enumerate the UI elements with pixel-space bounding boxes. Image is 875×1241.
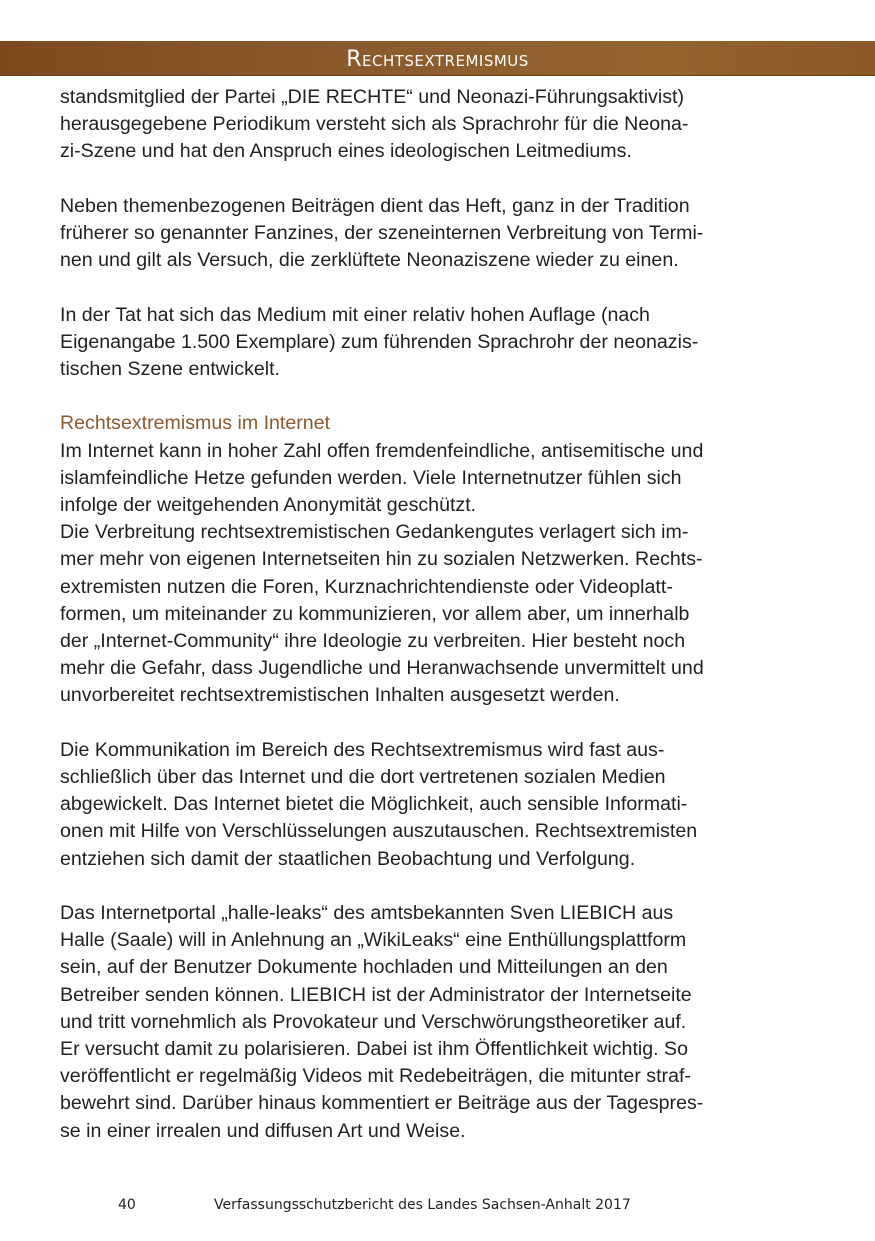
page-number: 40 xyxy=(118,1197,136,1213)
paragraph-6 xyxy=(60,900,820,1145)
text-line: sein, auf der Benutzer Dokumente hochladen und Mitteilungen an den xyxy=(60,956,668,979)
page-content xyxy=(60,84,820,1145)
section-heading: Rechtsextremismus im Internet xyxy=(60,412,331,435)
text-line: Halle (Saale) will in Anlehnung an „WikiLeaks“ eine Enthüllungsplattform xyxy=(60,929,687,952)
text-line: veröffentlicht er regelmäßig Videos mit Redebeiträgen, die mitunter straf- xyxy=(60,1065,691,1088)
text-line: Neben themenbezogenen Beiträgen dient das Heft, ganz in der Tradition xyxy=(60,194,690,217)
text-line: mer mehr von eigenen Internetseiten hin zu sozialen Netzwerken. Rechts- xyxy=(60,548,703,571)
text-line: infolge der weitgehenden Anonymität geschützt. xyxy=(60,494,477,516)
text-line: Betreiber senden können. LIEBICH ist der Administrator der Internetseite xyxy=(60,983,692,1006)
text-line: abgewickelt. Das Internet bietet die Möglichkeit, auch sensible Informati- xyxy=(60,793,688,816)
paragraph-4 xyxy=(60,438,820,710)
text-line: bewehrt sind. Darüber hinaus kommentiert er Beiträge aus der Tagespres- xyxy=(60,1092,704,1115)
paragraph-2 xyxy=(60,193,820,275)
text-line: extremisten nutzen die Foren, Kurznachrichtendienste oder Videoplatt- xyxy=(60,575,673,598)
paragraph-5 xyxy=(60,737,820,873)
text-line: Die Verbreitung rechtsextremistischen Gedankengutes verlagert sich im- xyxy=(60,521,689,544)
text-line: Die Kommunikation im Bereich des Rechtsextremismus wird fast aus- xyxy=(60,738,665,761)
text-line: herausgegebene Periodikum versteht sich als Sprachrohr für die Neona- xyxy=(60,113,689,136)
text-line: schließlich über das Internet und die dort vertretenen sozialen Medien xyxy=(60,766,666,789)
text-line: zi-Szene und hat den Anspruch eines ideologischen Leitmediums. xyxy=(60,140,632,163)
text-line: unvorbereitet rechtsextremistischen Inhalten ausgesetzt werden. xyxy=(60,684,620,707)
text-line: se in einer irrealen und diffusen Art und Weise. xyxy=(60,1119,466,1142)
text-line: onen mit Hilfe von Verschlüsselungen auszutauschen. Rechtsextremisten xyxy=(60,820,698,843)
text-line: In der Tat hat sich das Medium mit einer relativ hohen Auflage (nach xyxy=(60,303,650,326)
text-line: entziehen sich damit der staatlichen Beobachtung und Verfolgung. xyxy=(60,847,636,870)
text-line: Er versucht damit zu polarisieren. Dabei ist ihm Öffentlichkeit wichtig. So xyxy=(60,1038,688,1061)
running-header-title: Rechtsextremismus xyxy=(346,47,529,72)
text-line: formen, um miteinander zu kommunizieren, vor allem aber, um innerhalb xyxy=(60,602,690,625)
text-line: tischen Szene entwickelt. xyxy=(60,358,280,380)
footer-title: Verfassungsschutzbericht des Landes Sachsen-Anhalt 2017 xyxy=(214,1197,631,1213)
paragraph-3 xyxy=(60,302,820,384)
text-line: mehr die Gefahr, dass Jugendliche und Heranwachsende unvermittelt und xyxy=(60,657,704,680)
text-line: Eigenangabe 1.500 Exemplare) zum führenden Sprachrohr der neonazis- xyxy=(60,330,699,353)
text-line: und tritt vornehmlich als Provokateur und Verschwörungstheoretiker auf. xyxy=(60,1010,687,1033)
text-line: islamfeindliche Hetze gefunden werden. Viele Internetnutzer fühlen sich xyxy=(60,466,682,489)
text-line: früherer so genannter Fanzines, der szeneinternen Verbreitung von Termi- xyxy=(60,222,704,244)
text-line: Im Internet kann in hoher Zahl offen fremdenfeindliche, antisemitische und xyxy=(60,439,704,462)
text-line: der „Internet-Community“ ihre Ideologie zu verbreiten. Hier besteht noch xyxy=(60,630,686,653)
paragraph-1 xyxy=(60,84,820,166)
text-line: Das Internetportal „halle-leaks“ des amtsbekannten Sven LIEBICH aus xyxy=(60,902,674,925)
text-line: nen und gilt als Versuch, die zerklüftete Neonaziszene wieder zu einen. xyxy=(60,249,679,272)
text-line: standsmitglied der Partei „DIE RECHTE“ und Neonazi-Führungsaktivist) xyxy=(60,86,684,108)
